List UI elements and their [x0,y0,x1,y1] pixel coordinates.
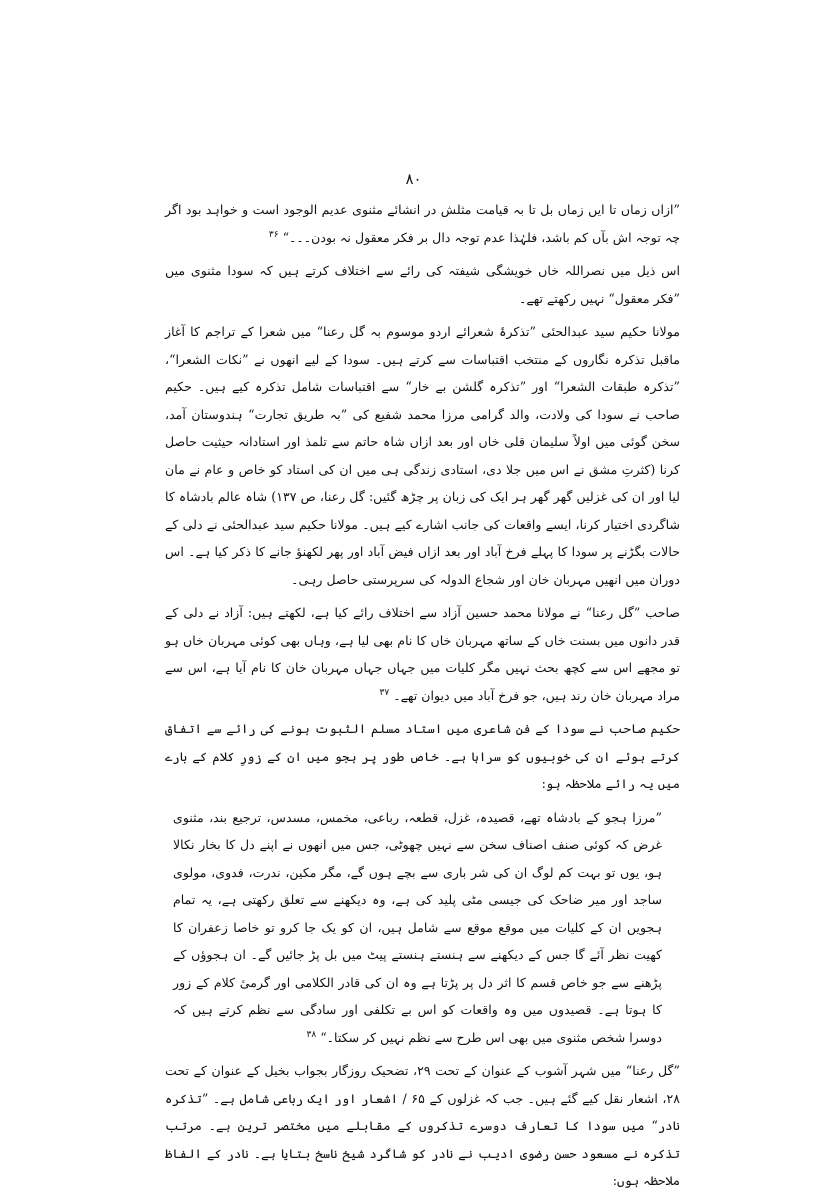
paragraph [165,599,680,709]
footnote-marker: ۳۸ [306,1029,317,1040]
block-quote [165,804,680,1052]
page-body [165,196,680,1201]
paragraph-text: ”گل رعنا“ میں شہر آشوب کے عنوان کے تحت ۲۹، تضحیک روزگار بجواب بخیل کے عنوان کے تحت ۲۸، اشعار نقل کیے گئے ہیں۔ جب کہ غزلوں کے ۶۵ / اشعار اور ایک رباعی شامل ہے۔ ”تذکرہ نادر“ میں سودا کا تعارف دوسرے تذکروں کے مقابلے میں مختصر ترین ہے۔ مرتب تذکرہ نے مسعود حسن رضوی ادیب نے نادر کو شاگرد شیخ ناسخ بتایا ہے۔ نادر کے الفاظ ملاحظہ ہوں: [165,1063,681,1188]
footnote-marker: ۳۶ [268,229,279,240]
quote-text: ”مرزا ہجو کے بادشاہ تھے، قصیدہ، غزل، قطعہ، رباعی، مخمس، مسدس، ترجیع بند، مثنوی غرض کہ کوئی صنف اصناف سخن سے نہیں چھوٹی، جس میں انھوں نے اپنے دل کا بخار نکالا ہو، یوں تو بہت کم لوگ ان کی شر باری سے بچے ہوں گے، مگر مکین، ندرت، فدوی، مولوی ساجد اور میر ضاحک کی جیسی مٹی پلید کی ہے، وہ دیکھنے سے تعلق رکھتی ہے، یہ تمام ہجویں ان کے کلیات میں موقع موقع سے شامل ہیں، ان کو یک جا کرو تو خاصا زعفران کا کھیت نظر آئے گا جس کے دیکھنے سے ہنستے ہنستے پیٹ میں بل پڑ جائیں گے۔ ان ہجوؤں کے پڑھنے سے جو خاص قسم کا اثر دل پر پڑتا ہے وہ ان کی قادر الکلامی اور گرمیٔ کلام کے زور کا ہوتا ہے۔ قصیدوں میں وہ واقعات کو اس بے تکلفی اور سادگی سے نظم کرتے ہیں کہ دوسرا شخص مثنوی میں بھی اس طرح سے نظم نہیں کر سکتا۔“ [173,809,662,1045]
paragraph [165,318,680,593]
paragraph-text: اس ذیل میں نصراللہ خاں خویشگی شیفتہ کی رائے سے اختلاف کرتے ہیں کہ سودا مثنوی میں ”فکر معقول“ نہیں رکھتے تھے۔ [165,263,680,306]
paragraph-text: حکیم صاحب نے سودا کے فن شاعری میں استاد مسلم الثبوت ہونے کی رائے سے اتفاق کرتے ہوئے ان کی خوبیوں کو سراہا ہے۔ خاص طور پر ہجو میں ان کے زورِ کلام کے بارے میں یہ رائے ملاحظہ ہو: [165,721,680,791]
paragraph [165,715,680,798]
paragraph [165,196,680,251]
paragraph [165,1057,680,1195]
footnote-marker: ۳۷ [379,687,390,698]
paragraph [165,257,680,312]
paragraph-text: مولانا حکیم سید عبدالحئی ”تذکرۂ شعرائے اردو موسوم بہ گل رعنا“ میں شعرا کے تراجم کا آغاز ماقبل تذکرہ نگاروں کے منتخب اقتباسات سے کرتے ہیں۔ سودا کے لیے انھوں نے ”نکات الشعرا“، ”تذکرہ طبقات الشعرا“ اور ”تذکرہ گلشن بے خار“ سے اقتباسات شامل تذکرہ کیے ہیں۔ حکیم صاحب نے سودا کی ولادت، والد گرامی مرزا محمد شفیع کی ”بہ طریق تجارت“ ہندوستان آمد، سخن گوئی میں اولاً سلیمان قلی خاں اور بعد ازاں شاہ حاتم سے تلمذ اور استادانہ حیثیت حاصل کرنا (کثرتِ مشق نے اس میں جلا دی، استادی زندگی ہی میں ان کی استاد کو خاص و عام نے مان لیا اور ان کی غزلیں گھر گھر ہر ایک کی زبان پر چڑھ گئیں: گل رعنا، ص ۱۳۷) شاہ عالم بادشاہ کا شاگردی اختیار کرنا، ایسے واقعات کی جانب اشارے کیے ہیں۔ مولانا حکیم سید عبدالحئی نے دلی کے حالات بگڑنے پر سودا کا پہلے فرخ آباد اور بعد ازاں فیض آباد اور پھر لکھنؤ جانے کا ذکر کیا ہے۔ اس دوران میں انھیں مہربان خان اور شجاع الدولہ کی سرپرستی حاصل رہی۔ [165,324,681,587]
paragraph-text: ”ازاں زماں تا ایں زماں بل تا بہ قیامت مثلش در انشائے مثنوی عدیم الوجود است و خواہد بود اگر چہ توجہ اش بآں کم باشد، فلہٰذا عدم توجہ دال بر فکر معقول نہ بودن۔۔۔“ [165,202,680,245]
paragraph-text: صاحب ”گل رعنا“ نے مولانا محمد حسین آزاد سے اختلاف رائے کیا ہے، لکھتے ہیں: آزاد نے دلی کے قدر دانوں میں بسنت خاں کے ساتھ مہربان خاں کا نام بھی لیا ہے، وہاں بھی کوئی مہربان خاں ہو تو مجھے اس سے کچھ بحث نہیں مگر کلیات میں جہاں جہاں مہربان خان کا نام آیا ہے، اس سے مراد مہربان خان رند ہیں، جو فرخ آباد میں دیوان تھے۔ [165,605,680,703]
page-number: ۸۰ [405,170,422,188]
